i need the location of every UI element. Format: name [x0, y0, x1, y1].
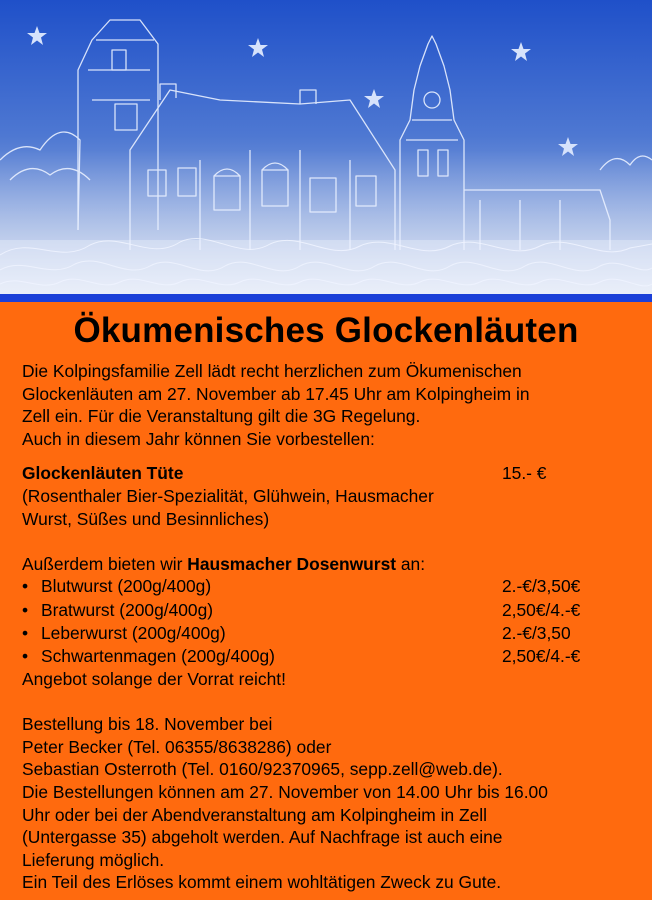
sausage-price: 2.-€/3,50 [502, 622, 571, 643]
sausage-lead [22, 553, 628, 576]
order-line: Die Bestellungen können am 27. November von 14.00 Uhr bis 16.00 [22, 782, 548, 803]
list-item [22, 622, 628, 645]
intro-text [22, 360, 628, 450]
sausage-list [22, 575, 628, 668]
intro-line: Die Kolpingsfamilie Zell lädt recht herzlichen zum Ökumenischen [22, 361, 522, 381]
bullet-icon: • [22, 599, 29, 620]
bag-name: Glockenläuten Tüte [22, 463, 184, 484]
order-line: Lieferung möglich. [22, 849, 165, 870]
intro-line: Glockenläuten am 27. November ab 17.45 Uhr am Kolpingheim in [22, 383, 530, 404]
order-line: Uhr oder bei der Abendveranstaltung am Kolpingheim in Zell [22, 804, 487, 825]
order-line: Peter Becker (Tel. 06355/8638286) oder [22, 736, 332, 757]
intro-line: Auch in diesem Jahr können Sie vorbestellen: [22, 428, 375, 449]
bag-price: 15.- € [502, 463, 547, 484]
list-item [22, 599, 628, 622]
order-line: (Untergasse 35) abgeholt werden. Auf Nachfrage ist auch eine [22, 827, 503, 848]
sausage-name: Schwartenmagen (200g/400g) [41, 645, 275, 666]
list-item [22, 575, 628, 598]
bullet-icon: • [22, 645, 29, 666]
bag-desc-line: (Rosenthaler Bier-Spezialität, Glühwein, Hausmacher [22, 485, 434, 506]
stock-note: Angebot solange der Vorrat reicht! [22, 669, 286, 690]
sausage-price: 2,50€/4.-€ [502, 599, 581, 620]
order-line: Ein Teil des Erlöses kommt einem wohltätigen Zweck zu Gute. [22, 872, 502, 893]
list-item [22, 645, 628, 668]
sausage-price: 2.-€/3,50€ [502, 576, 581, 597]
sausage-price: 2,50€/4.-€ [502, 645, 581, 666]
order-line: Bestellung bis 18. November bei [22, 714, 273, 735]
sausage-lead-prefix: Außerdem bieten wir [22, 553, 188, 574]
sausage-name: Leberwurst (200g/400g) [41, 622, 226, 643]
header-image [0, 0, 652, 302]
blue-band [0, 294, 652, 302]
bag-offer [22, 462, 628, 530]
foliage-texture [0, 240, 652, 296]
order-info [22, 713, 628, 894]
page-title: Ökumenisches Glockenläuten [73, 311, 579, 350]
flyer-content [22, 360, 628, 894]
sausage-name: Bratwurst (200g/400g) [41, 599, 214, 620]
intro-line: Zell ein. Für die Veranstaltung gilt die 3G Regelung. [22, 406, 421, 427]
bullet-icon: • [22, 622, 29, 643]
sausage-lead-suffix: an: [396, 553, 426, 574]
sausage-lead-bold: Hausmacher Dosenwurst [187, 553, 397, 574]
church-night-illustration [0, 0, 652, 302]
bullet-icon: • [22, 576, 29, 597]
sausage-name: Blutwurst (200g/400g) [41, 576, 212, 597]
order-line: Sebastian Osterroth (Tel. 0160/92370965, sepp.zell@web.de). [22, 759, 503, 780]
bag-desc-line: Wurst, Süßes und Besinnliches) [22, 508, 270, 529]
